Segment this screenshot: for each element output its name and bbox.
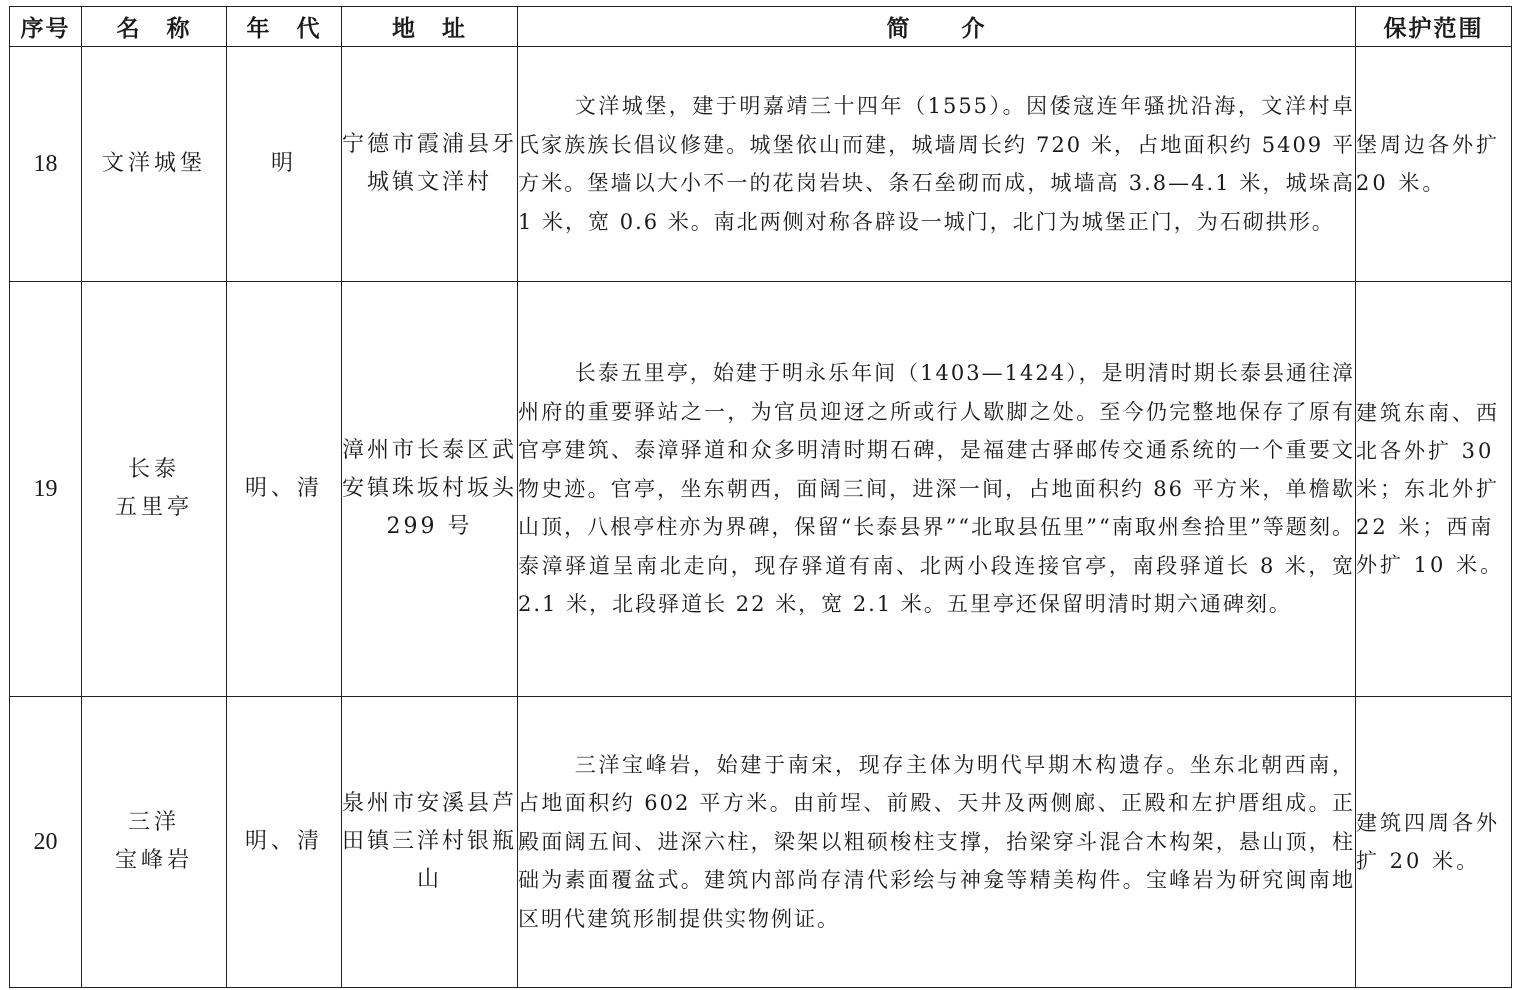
row-index: 20: [10, 697, 82, 988]
header-address: 地 址: [342, 7, 518, 47]
row-name-line: 文洋城堡: [101, 151, 206, 176]
row-name: [82, 697, 227, 988]
table-header-row: [10, 7, 1512, 47]
row-name: [82, 47, 227, 282]
row-protection-range: 堡周边各外扩 20 米。: [1356, 47, 1512, 282]
row-description: 三洋宝峰岩，始建于南宋，现存主体为明代早期木构遗存。坐东北朝西南，占地面积约 602 平方米。由前埕、前殿、天井及两侧廊、正殿和左护厝组成。正殿面阔五间、进深六柱，梁架以粗硕梭柱支撑，抬梁穿斗混合木构架，悬山顶，柱础为素面覆盆式。建筑内部尚存清代彩绘与神龛等精美构件。宝峰岩为研究闽南地区明代建筑形制提供实物例证。: [518, 697, 1356, 988]
row-name-line: 宝峰岩: [114, 848, 193, 873]
row-name-line: 长泰: [127, 457, 180, 482]
header-era: 年 代: [227, 7, 342, 47]
row-protection-range: 建筑东南、西北各外扩 30 米；东北外扩 22 米；西南外扩 10 米。: [1356, 282, 1512, 697]
header-index: 序号: [10, 7, 82, 47]
row-name-line: 三洋: [127, 810, 180, 835]
row-name-line: 五里亭: [114, 495, 193, 520]
row-description: 文洋城堡，建于明嘉靖三十四年（1555）。因倭寇连年骚扰沿海，文洋村卓氏家族族长倡议修建。城堡依山而建，城墙周长约 720 米，占地面积约 5409 平方米。堡墙以大小不一的花岗岩块、条石垒砌而成，城墙高 3.8—4.1 米，城垛高 1 米，宽 0.6 米。南北两侧对称各辟设一城门，北门为城堡正门，为石砌拱形。: [518, 47, 1356, 282]
row-description: 长泰五里亭，始建于明永乐年间（1403—1424），是明清时期长泰县通往漳州府的重要驿站之一，为官员迎迓之所或行人歇脚之处。至今仍完整地保存了原有官亭建筑、泰漳驿道和众多明清时期石碑，是福建古驿邮传交通系统的一个重要文物史迹。官亭，坐东朝西，面阔三间，进深一间，占地面积约 86 平方米，单檐歇山顶，八根亭柱亦为界碑，保留“长泰县界”“北取县伍里”“南取州叁拾里”等题刻。泰漳驿道呈南北走向，现存驿道有南、北两小段连接官亭，南段驿道长 8 米，宽 2.1 米，北段驿道长 22 米，宽 2.1 米。五里亭还保留明清时期六通碑刻。: [518, 282, 1356, 697]
table-row: [10, 697, 1512, 988]
row-address: 泉州市安溪县芦田镇三洋村银瓶山: [342, 697, 518, 988]
row-address: 宁德市霞浦县牙城镇文洋村: [342, 47, 518, 282]
table-row: [10, 282, 1512, 697]
row-address: 漳州市长泰区武安镇珠坂村坂头 299 号: [342, 282, 518, 697]
header-protection-range: 保护范围: [1356, 7, 1512, 47]
header-description: 简 介: [518, 7, 1356, 47]
row-protection-range: 建筑四周各外扩 20 米。: [1356, 697, 1512, 988]
table-row: [10, 47, 1512, 282]
row-index: 18: [10, 47, 82, 282]
row-era: 明: [227, 47, 342, 282]
row-era: 明、清: [227, 282, 342, 697]
row-index: 19: [10, 282, 82, 697]
row-name: [82, 282, 227, 697]
heritage-sites-table: [9, 6, 1512, 988]
header-name: 名 称: [82, 7, 227, 47]
row-era: 明、清: [227, 697, 342, 988]
